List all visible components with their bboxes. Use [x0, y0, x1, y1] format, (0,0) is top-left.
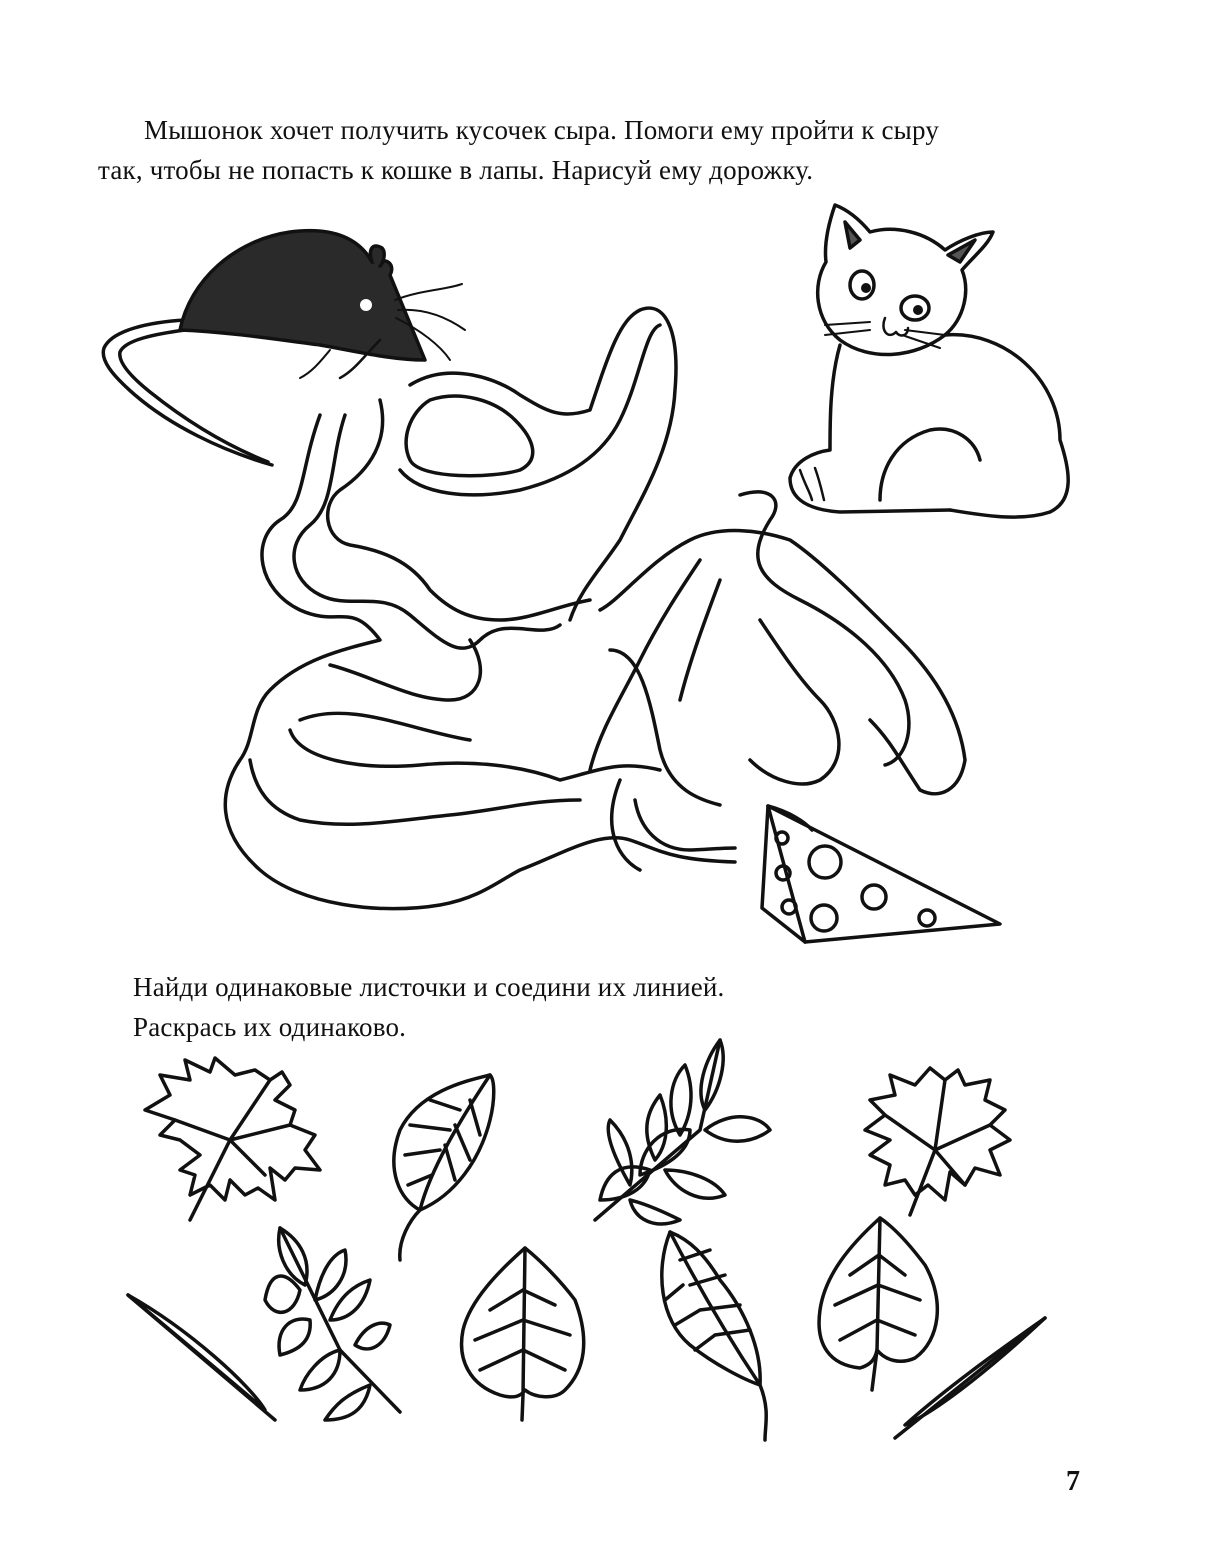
cat-illustration: [790, 205, 1068, 517]
linden-leaf-bottom-right: [819, 1218, 937, 1390]
linden-leaf-bottom-left: [462, 1248, 584, 1420]
leaves-task-instructions: [133, 967, 1033, 1047]
leaves-task-line-1: Найди одинаковые листочки и соедини их линией.: [133, 972, 725, 1002]
birch-leaf-top: [394, 1075, 494, 1260]
mouse-illustration: [103, 231, 465, 465]
willow-leaf-right: [895, 1318, 1045, 1438]
birch-leaf-bottom: [662, 1232, 766, 1440]
maze[interactable]: [225, 308, 965, 909]
maple-leaf-left: [145, 1058, 320, 1220]
maple-leaf-right: [865, 1068, 1010, 1215]
rowan-branch-top: [595, 1040, 770, 1224]
maze-task-line-1: Мышонок хочет получить кусочек сыра. Помоги ему пройти к сыру: [144, 115, 940, 145]
leaves-task-line-2: Раскрась их одинаково.: [133, 1012, 407, 1042]
page-number: 7: [1066, 1466, 1080, 1497]
willow-leaf-left: [128, 1295, 275, 1420]
maze-task-line-2: так, чтобы не попасть к кошке в лапы. Нарисуй ему дорожку.: [98, 155, 814, 185]
cheese-illustration: [762, 806, 1000, 942]
rowan-branch-bottom: [265, 1228, 400, 1420]
